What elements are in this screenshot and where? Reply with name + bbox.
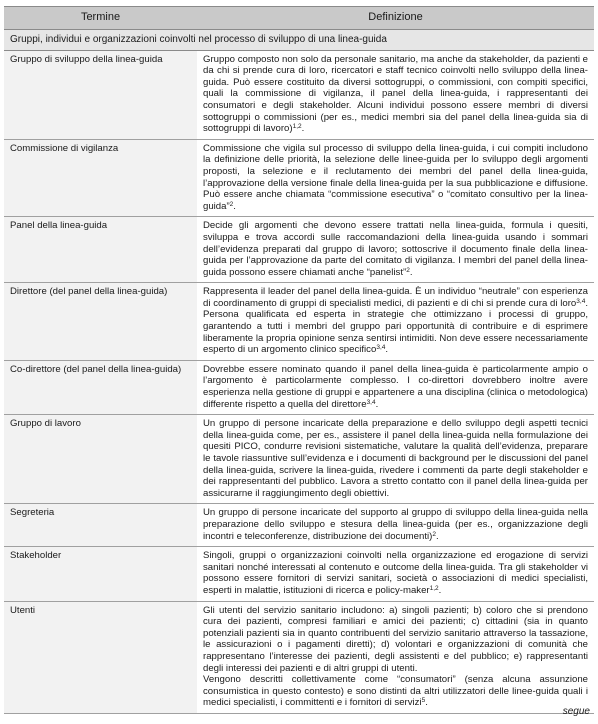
- term-cell: Stakeholder: [4, 547, 197, 601]
- term-cell: Co-direttore (del panel della linea-guida): [4, 360, 197, 414]
- definition-cell: Singoli, gruppi o organizzazioni coinvolti nella organizzazione ed erogazione di servizi sanitari nonché interessati al contenuto e outcome della linea-guida. Tra gli stakeholder vi possono essere fornitori di servizi sanitari, società o associazioni di medici specialisti, esperti in malattie, istituzioni di ricerca e policy-maker$^{1,2}$.: [197, 547, 594, 601]
- definition-cell: Gruppo composto non solo da personale sanitario, ma anche da stakeholder, da pazienti e da chi si prende cura di loro, ricercatori e staff tecnico coinvolti nello sviluppo della linea-guida. Può essere costituito da diversi sottogruppi, o commissioni, con compiti specifici, quali la commissione di vigilanza, il panel della linea-guida, i rappresentanti dei consumatori e degli stakeholder. Alcuni individui possono essere membri di diversi sottogruppi o commissioni (per es., medici membri sia del panel della linea-guida sia di sottogruppi di lavoro)$^{1,2}$.: [197, 50, 594, 139]
- term-cell: Direttore (del panel della linea-guida): [4, 283, 197, 361]
- table-row: [4, 50, 594, 139]
- term-cell: Gruppo di sviluppo della linea-guida: [4, 50, 197, 139]
- table-row: [4, 283, 594, 361]
- definition-cell: Rappresenta il leader del panel della linea-guida. È un individuo “neutrale” con esperienza di coordinamento di gruppi di specialisti medici, di pazienti e di chi si prende cura di loro$^{3,4}$. Persona qualificata ed esperta in strategie che ottimizzano i processi di gruppo, garantendo a tutti i membri del gruppo pari opportunità di contribuire e di esprimere liberamente la propria opinione senza sentirsi intimiditi. Non deve essere necessariamente esperto di un argomento clinico specifico$^{3,4}$.: [197, 283, 594, 361]
- definition-cell: Un gruppo di persone incaricate del supporto al gruppo di sviluppo della linea-guida nella preparazione dello sviluppo e stesura della linea-guida (per es., organizzazione degli incontri e teleconferenze, distribuzione dei documenti)$^2$.: [197, 504, 594, 547]
- header-definition: Definizione: [197, 7, 594, 30]
- definition-cell: Gli utenti del servizio sanitario includono: a) singoli pazienti; b) coloro che si prendono cura dei pazienti, compresi familiari e amici dei pazienti; c) cittadini (sia in quanto potenziali pazienti sia in quanto contribuenti del servizio sanitario attraverso la tassazione, le assicurazioni o i pagamenti diretti); d) volontari e organizzazioni di comunità che rappresentano l’interesse dei pazienti, degli assistenti e del pubblico; e) rappresentanti degli interessi dei pazienti e di altri gruppi di utenti. Vengono descritti collettivamente come “consumatori” (senza alcuna assunzione consumistica in questo contesto) e sono distinti da altri utilizzatori delle linee-guida quali i medici specialisti, i committenti e i fornitori di servizi$^5$.: [197, 601, 594, 713]
- section-title: Gruppi, individui e organizzazioni coinvolti nel processo di sviluppo di una linea-guida: [4, 30, 594, 51]
- term-cell: Commissione di vigilanza: [4, 139, 197, 217]
- definition-cell: Dovrebbe essere nominato quando il panel della linea-guida è particolarmente ampio o l’argomento è particolarmente complesso. I co-direttori dovrebbero inoltre avere esperienza nella gestione di gruppi e appartenere a una disciplina (clinica o metodologica) differente rispetto a quella del direttore$^{3,4}$.: [197, 360, 594, 414]
- footnote-ref: 5: [421, 697, 426, 705]
- footnote-ref: 1,2: [292, 123, 302, 131]
- footnote-ref: 1,2: [429, 584, 439, 592]
- table-row: [4, 601, 594, 713]
- definition-cell: Commissione che vigila sul processo di sviluppo della linea-guida, i cui compiti includono la definizione delle priorità, la selezione delle linee-guida per lo sviluppo degli argomenti proposti, la selezione e il reclutamento dei membri del panel della linea-guida, l’approvazione della versione finale della linea-guida per la sua pubblicazione e diffusione. Può essere anche chiamata “commissione esecutiva” o “comitato consultivo per la linea-guida”$^2$.: [197, 139, 594, 217]
- table-row: [4, 217, 594, 283]
- footnote-ref: 2: [406, 266, 410, 274]
- term-cell: Panel della linea-guida: [4, 217, 197, 283]
- definition-cell: Un gruppo di persone incaricate della preparazione e dello sviluppo degli aspetti tecnici della linea-guida come, per es., assistere il panel della linea-guida nella formulazione dei quesiti PICO, condurre revisioni sistematiche, valutare la qualità dell’evidenza, preparare le tavole riassuntive sull’evidenza e i documenti di background per le discussioni del panel della linea-guida, scrivere la linea-guida, rivedere i commenti da parte degli stakeholder e dei rappresentanti del pubblico. Lavora a stretto contatto con il panel della linea-guida per assicurarne il raggiungimento degli obiettivi.: [197, 415, 594, 504]
- table-row: [4, 139, 594, 217]
- table-row: [4, 415, 594, 504]
- footnote-ref: 2: [432, 530, 436, 538]
- term-cell: Gruppo di lavoro: [4, 415, 197, 504]
- header-term: Termine: [4, 7, 197, 30]
- footnote-ref: 2: [229, 200, 234, 208]
- footnote-ref: 3,4: [376, 344, 386, 352]
- term-cell: Segreteria: [4, 504, 197, 547]
- footnote-ref: 3,4: [576, 297, 586, 305]
- definition-cell: Decide gli argomenti che devono essere trattati nella linea-guida, formula i quesiti, sviluppa e trova accordi sulle raccomandazioni della linea-guida usando i sommari dell’evidenza preparati dal gruppo di lavoro; sottoscrive il documento finale della linea-guida per l’approvazione da parte del comitato di vigilanza. I membri del panel della linea-guida possono essere chiamati anche “panelist”$^2$.: [197, 217, 594, 283]
- table-row: [4, 504, 594, 547]
- table-row: [4, 547, 594, 601]
- section-row: [4, 30, 594, 51]
- table-row: [4, 360, 594, 414]
- glossary-table: [4, 6, 594, 714]
- continues-label: segue: [562, 706, 590, 717]
- table-header-row: [4, 7, 594, 30]
- footnote-ref: 3,4: [366, 398, 376, 406]
- term-cell: Utenti: [4, 601, 197, 713]
